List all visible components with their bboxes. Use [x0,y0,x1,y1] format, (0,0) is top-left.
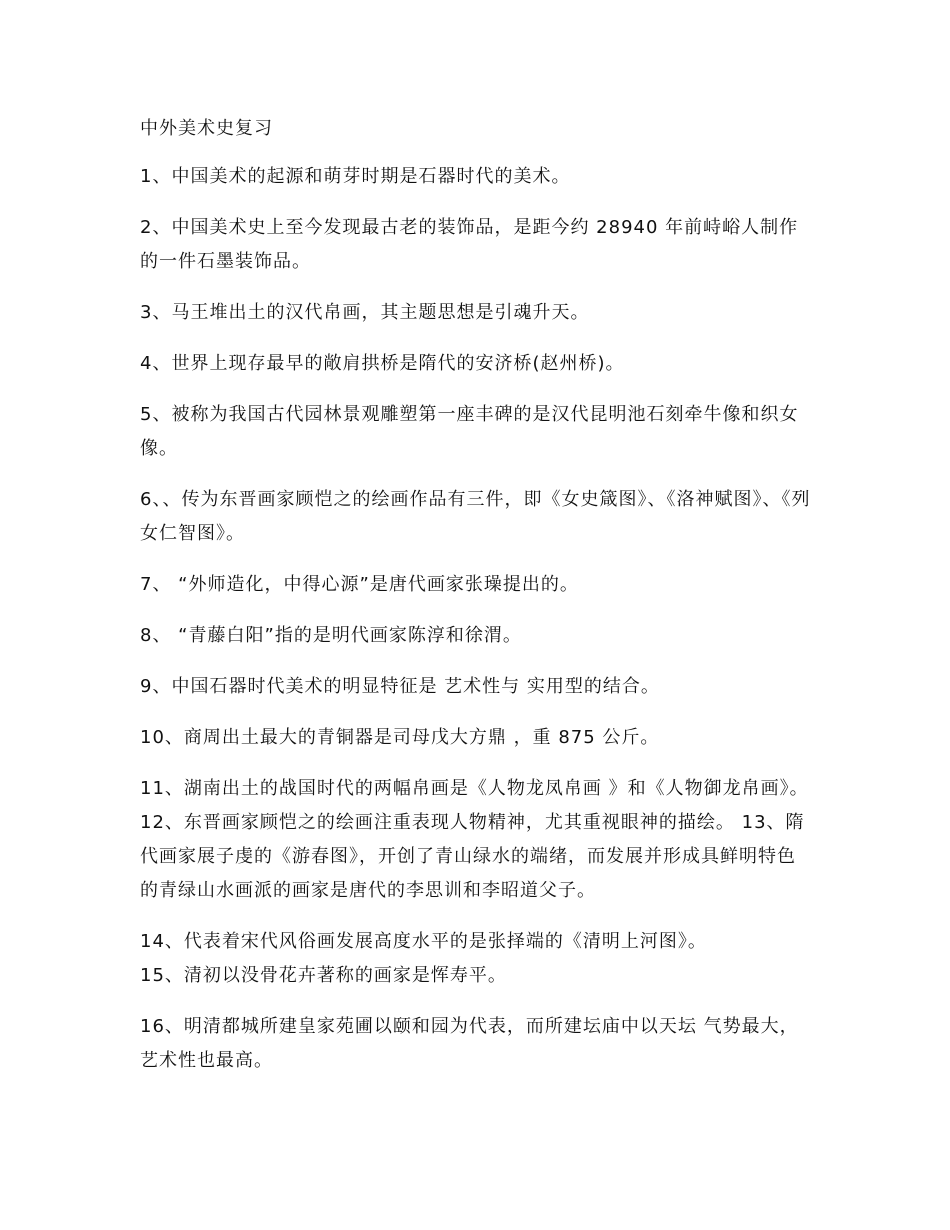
paragraph-8: 8、 “青藤白阳”指的是明代画家陈淳和徐渭。 [140,625,522,646]
paragraph-4: 4、世界上现存最早的敞肩拱桥是隋代的安济桥(赵州桥)。 [140,353,625,374]
paragraph-15: 15、清初以没骨花卉著称的画家是恽寿平。 [140,965,507,986]
paragraph-1: 1、中国美术的起源和萌芽时期是石器时代的美术。 [140,166,571,187]
paragraph-2: 2、中国美术史上至今发现最古老的装饰品，是距今约 28940 年前峙峪人制作的一件石墨装饰品。 [140,217,799,272]
paragraph-3: 3、马王堆出土的汉代帛画，其主题思想是引魂升天。 [140,302,590,323]
paragraph-7: 7、 “外师造化，中得心源”是唐代画家张璪提出的。 [140,574,579,595]
paragraph-16: 16、明清都城所建皇家苑圃以颐和园为代表，而所建坛庙中以天坛 气势最大，艺术性也最高。 [140,1016,799,1071]
paragraph-11-13: 11、湖南出土的战国时代的两幅帛画是《人物龙凤帛画 》和《人物御龙帛画》。 12、东晋画家顾恺之的绘画注重表现人物精神，尤其重视眼神的描绘。 13、隋代画家展子虔的《游春图》，开创了青山绿水的端绪，而发展并形成具鲜明特色的青绿山水画派的画家是唐代的李思训和李昭道父子。 [140,778,809,901]
document-title: 中外美术史复习 [140,118,273,139]
paragraph-6: 6、、传为东晋画家顾恺之的绘画作品有三件，即《女史箴图》、《洛神赋图》、《列女仁智图》。 [140,489,811,544]
document-page [140,114,812,1095]
paragraph-5: 5、被称为我国古代园林景观雕塑第一座丰碑的是汉代昆明池石刻牵牛像和织女像。 [140,404,799,459]
paragraph-10: 10、商周出土最大的青铜器是司母戊大方鼎 ，重 875 公斤。 [140,727,660,748]
paragraph-9: 9、中国石器时代美术的明显特征是 艺术性与 实用型的结合。 [140,676,660,697]
paragraph-14: 14、代表着宋代风俗画发展高度水平的是张择端的《清明上河图》。 [140,931,707,952]
